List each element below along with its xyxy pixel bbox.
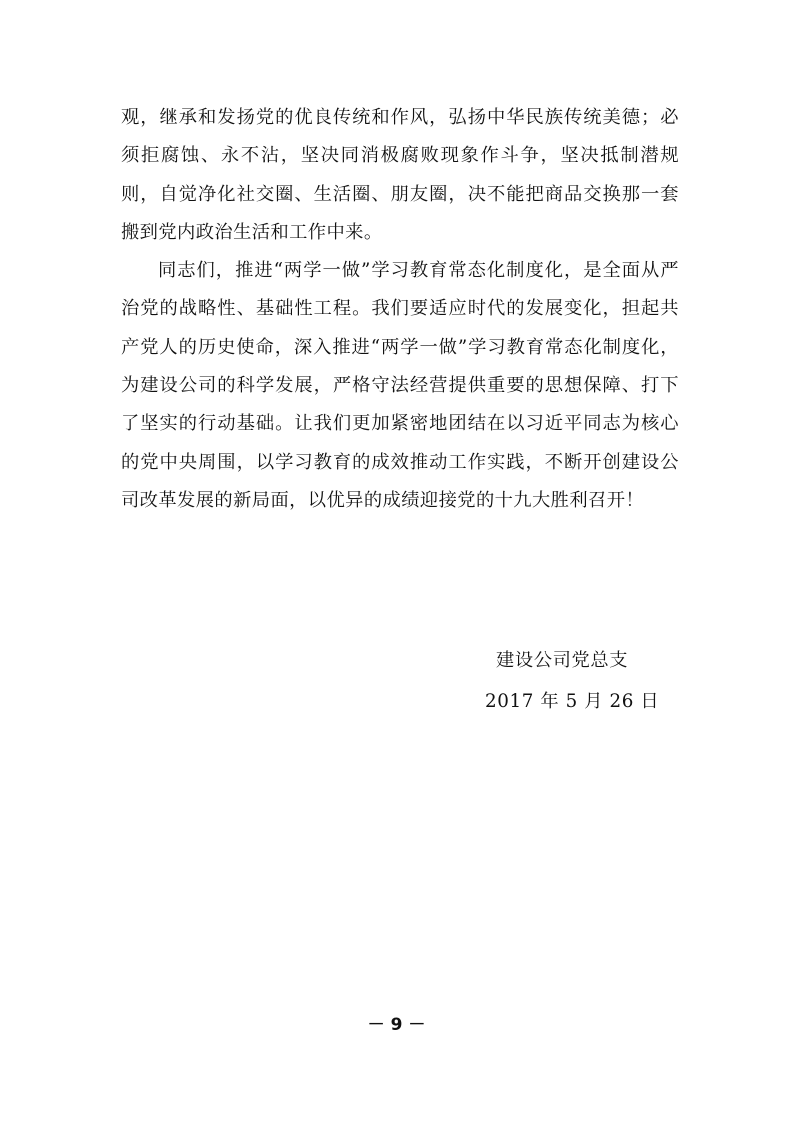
paragraph-continued: 观，继承和发扬党的优良传统和作风，弘扬中华民族传统美德；必须拒腐蚀、永不沾，坚决同消极腐败现象作斗争，坚决抵制潜规则，自觉净化社交圈、生活圈、朋友圈，决不能把商品交换那一套搬到党内政治生活和工作中来。 — [121, 107, 679, 243]
signature-date: 2017 年 5 月 26 日 — [485, 691, 660, 712]
signature-organization: 建设公司党总支 — [496, 650, 629, 671]
paragraph-closing: 同志们，推进“两学一做”学习教育常态化制度化，是全面从严治党的战略性、基础性工程。我们要适应时代的发展变化，担起共产党人的历史使命，深入推进“两学一做”学习教育常态化制度化，为建设公司的科学发展，严格守法经营提供重要的思想保障、打下了坚实的行动基础。让我们更加紧密地团结在以习近平同志为核心的党中央周围，以学习教育的成效推动工作实践，不断开创建设公司改革发展的新局面，以优异的成绩迎接党的十九大胜利召开！ — [121, 260, 679, 511]
page-number: － 9 － — [367, 1015, 426, 1035]
document-body — [121, 99, 679, 520]
